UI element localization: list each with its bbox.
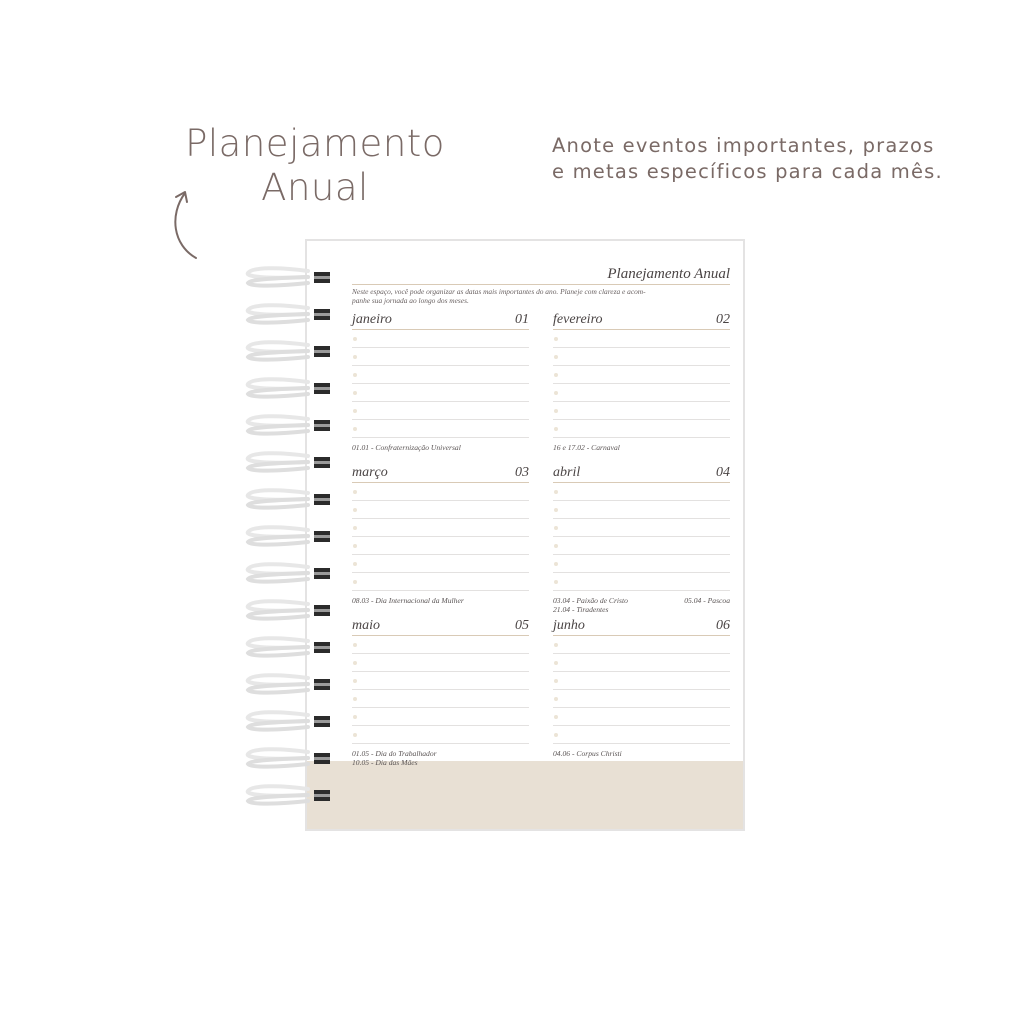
bullet-dot [554,409,558,413]
month-number: 01 [515,312,529,327]
month-name: junho [553,618,585,633]
bullet-dot [554,580,558,584]
curved-arrow-icon [165,185,205,265]
event-item: 05.04 - Pascoa [684,596,730,605]
spiral-ring-icon [240,782,340,808]
bullet-dot [353,544,357,548]
note-line[interactable] [553,537,730,555]
bullet-dot [353,715,357,719]
note-lines [553,330,730,438]
note-line[interactable] [553,555,730,573]
spiral-ring-icon [240,264,340,290]
planner-page [352,265,730,771]
month-block-junho [553,618,730,771]
month-name: maio [352,618,380,633]
event-row [352,443,529,452]
month-header [352,465,529,483]
bullet-dot [554,526,558,530]
bullet-dot [554,661,558,665]
event-item: 21.04 - Tiradentes [553,605,609,614]
month-events [352,749,529,767]
bullet-dot [353,490,357,494]
note-line[interactable] [553,726,730,744]
bullet-dot [353,580,357,584]
cover-band [307,761,743,829]
bullet-dot [554,679,558,683]
spiral-ring-icon [240,745,340,771]
month-name: janeiro [352,312,392,327]
month-header [553,465,730,483]
month-block-fevereiro [553,312,730,465]
note-line[interactable] [553,708,730,726]
note-line[interactable] [553,501,730,519]
note-line[interactable] [352,330,529,348]
note-line[interactable] [352,483,529,501]
note-line[interactable] [352,708,529,726]
event-row [553,443,730,452]
note-line[interactable] [352,420,529,438]
month-header [352,312,529,330]
note-line[interactable] [352,726,529,744]
description-line-2: e metas específicos para cada mês. [552,160,943,183]
event-row [352,596,529,605]
event-item: 03.04 - Paixão de Cristo [553,596,628,605]
month-header [352,618,529,636]
bullet-dot [554,508,558,512]
page-intro-line-1: Neste espaço, você pode organizar as datas mais importantes do ano. Planeje com clareza e acom- [352,287,646,296]
spiral-ring-icon [240,523,340,549]
bullet-dot [554,544,558,548]
bullet-dot [353,733,357,737]
event-item: 16 e 17.02 - Carnaval [553,443,620,452]
spiral-ring-icon [240,486,340,512]
note-line[interactable] [352,366,529,384]
event-item: 10.05 - Dia das Mães [352,758,418,767]
spiral-ring-icon [240,301,340,327]
note-line[interactable] [352,555,529,573]
note-line[interactable] [352,672,529,690]
bullet-dot [554,373,558,377]
month-number: 04 [716,465,730,480]
month-events [553,443,730,452]
page-intro [352,287,730,305]
bullet-dot [353,391,357,395]
bullet-dot [554,643,558,647]
note-line[interactable] [553,348,730,366]
month-name: fevereiro [553,312,603,327]
month-events [553,596,730,614]
spiral-ring-icon [240,375,340,401]
month-events [352,596,529,605]
month-number: 06 [716,618,730,633]
month-block-maio [352,618,529,771]
event-row [352,758,529,767]
month-number: 05 [515,618,529,633]
bullet-dot [554,715,558,719]
spiral-ring-icon [240,412,340,438]
event-row [553,605,730,614]
bullet-dot [353,508,357,512]
spiral-ring-icon [240,634,340,660]
month-events [553,749,730,758]
bullet-dot [554,391,558,395]
note-lines [352,483,529,591]
event-row [553,749,730,758]
note-line[interactable] [553,420,730,438]
spiral-ring-icon [240,338,340,364]
bullet-dot [554,427,558,431]
month-number: 02 [716,312,730,327]
spiral-ring-icon [240,449,340,475]
note-line[interactable] [553,366,730,384]
bullet-dot [353,373,357,377]
month-number: 03 [515,465,529,480]
event-item: 01.05 - Dia do Trabalhador [352,749,437,758]
bullet-dot [554,355,558,359]
note-line[interactable] [553,654,730,672]
note-line[interactable] [352,402,529,420]
month-name: abril [553,465,581,480]
note-line[interactable] [352,348,529,366]
bullet-dot [353,337,357,341]
spiral-ring-icon [240,597,340,623]
event-item: 08.03 - Dia Internacional da Mulher [352,596,464,605]
month-block-janeiro [352,312,529,465]
note-line[interactable] [352,519,529,537]
note-line[interactable] [553,573,730,591]
note-lines [553,483,730,591]
spiral-binding [240,264,340,824]
month-block-março [352,465,529,618]
month-events [352,443,529,452]
note-lines [352,330,529,438]
month-header [553,312,730,330]
bullet-dot [353,697,357,701]
section-title-line-1: Planejamento [185,122,445,165]
note-line[interactable] [553,330,730,348]
note-lines [352,636,529,744]
note-line[interactable] [553,384,730,402]
description-line-1: Anote eventos importantes, prazos [552,134,935,157]
bullet-dot [353,562,357,566]
note-line[interactable] [352,636,529,654]
note-line[interactable] [352,690,529,708]
note-line[interactable] [553,672,730,690]
spiral-ring-icon [240,560,340,586]
note-line[interactable] [352,573,529,591]
bullet-dot [554,562,558,566]
spiral-ring-icon [240,671,340,697]
bullet-dot [554,490,558,494]
month-name: março [352,465,388,480]
spiral-ring-icon [240,708,340,734]
note-line[interactable] [352,654,529,672]
event-item: 04.06 - Corpus Christi [553,749,622,758]
page-intro-line-2: panhe sua jornada ao longo dos meses. [352,296,469,305]
month-block-abril [553,465,730,618]
bullet-dot [554,337,558,341]
bullet-dot [353,427,357,431]
month-header [553,618,730,636]
event-row [553,596,730,605]
bullet-dot [554,697,558,701]
planner-notebook [305,239,745,831]
page-title: Planejamento Anual [352,265,730,285]
bullet-dot [353,679,357,683]
note-lines [553,636,730,744]
bullet-dot [353,661,357,665]
note-line[interactable] [352,501,529,519]
note-line[interactable] [553,690,730,708]
month-grid [352,312,730,771]
bullet-dot [353,409,357,413]
event-row [352,749,529,758]
bullet-dot [554,733,558,737]
bullet-dot [353,526,357,530]
section-title-line-2: Anual [261,166,369,209]
bullet-dot [353,355,357,359]
note-line[interactable] [553,519,730,537]
note-line[interactable] [553,483,730,501]
bullet-dot [353,643,357,647]
note-line[interactable] [352,384,529,402]
note-line[interactable] [352,537,529,555]
note-line[interactable] [553,402,730,420]
note-line[interactable] [553,636,730,654]
section-description [552,133,992,185]
event-item: 01.01 - Confraternização Universal [352,443,461,452]
